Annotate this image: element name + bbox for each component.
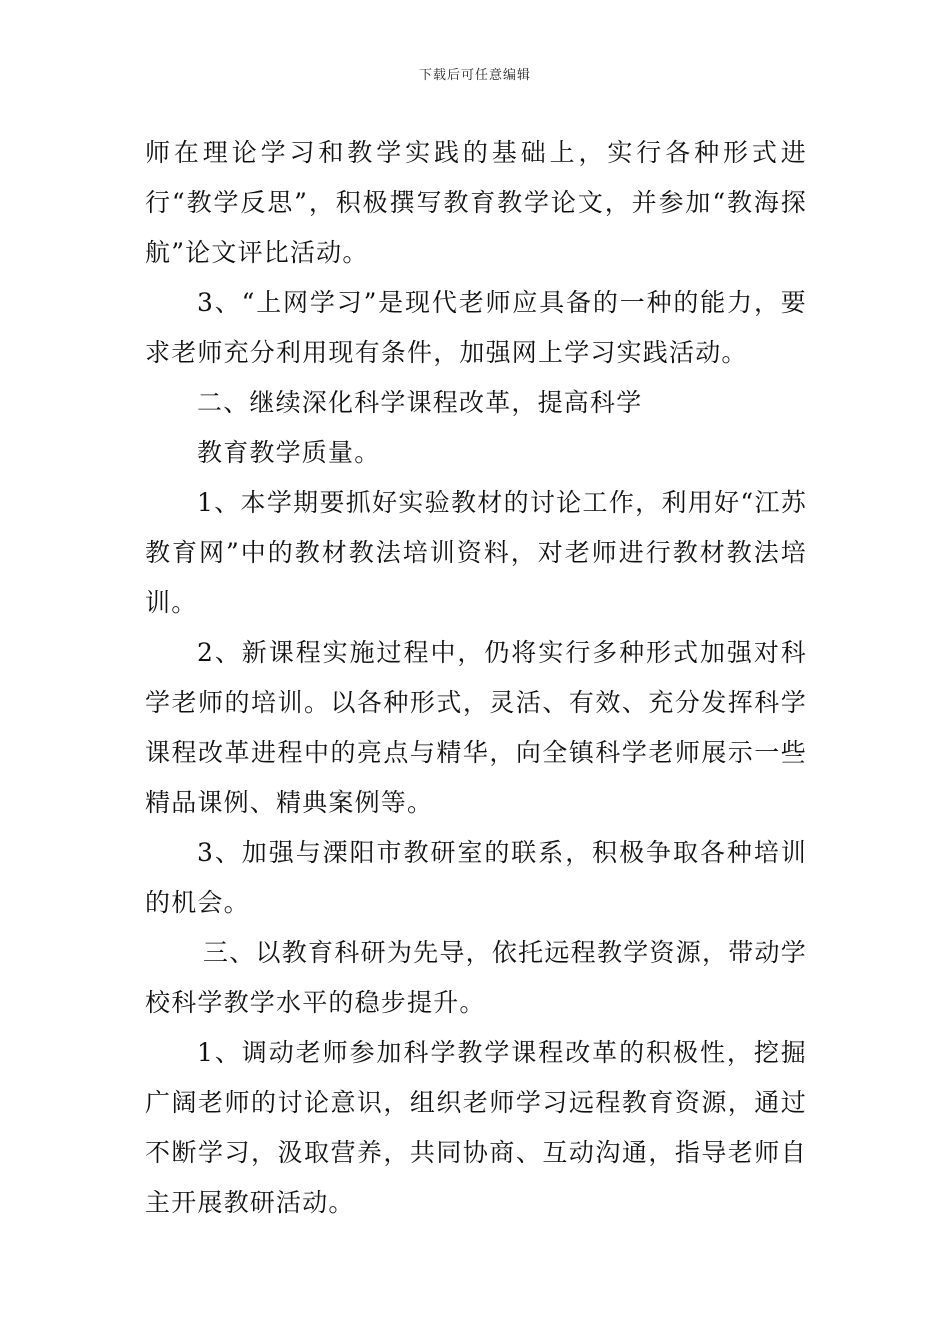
paragraph-online-learning: 3、“上网学习”是现代老师应具备的一种的能力，要求老师充分利用现有条件，加强网上学习实践活动。	[145, 288, 807, 367]
section-heading-two-continued: 教育教学质量。	[197, 438, 381, 467]
section-heading-three: 三、以教育科研为先导，依托远程教学资源，带动学校科学教学水平的稳步提升。	[145, 938, 807, 1017]
document-body	[145, 128, 807, 1228]
section-heading-two: 二、继续深化科学课程改革，提高科学	[197, 388, 643, 417]
paragraph-textbook-research: 1、本学期要抓好实验教材的讨论工作，利用好“江苏教育网”中的教材教法培训资料，对老师进行教材教法培训。	[145, 488, 807, 617]
paragraph-liyang-contact: 3、加强与溧阳市教研室的联系，积极争取各种培训的机会。	[145, 838, 807, 917]
paragraph-new-curriculum-training: 2、新课程实施过程中，仍将实行多种形式加强对科学老师的培训。以各种形式，灵活、有效、充分发挥科学课程改革进程中的亮点与精华，向全镇科学老师展示一些精品课例、精典案例等。	[145, 638, 807, 817]
paragraph-teacher-motivation: 1、调动老师参加科学教学课程改革的积极性，挖掘广阔老师的讨论意识，组织老师学习远程教育资源，通过不断学习，汲取营养，共同协商、互动沟通，指导老师自主开展教研活动。	[145, 1038, 807, 1217]
page-header: 下载后可任意编辑	[418, 68, 531, 83]
paragraph-continuation: 师在理论学习和教学实践的基础上，实行各种形式进行“教学反思”，积极撰写教育教学论文，并参加“教海探航”论文评比活动。	[145, 138, 807, 267]
